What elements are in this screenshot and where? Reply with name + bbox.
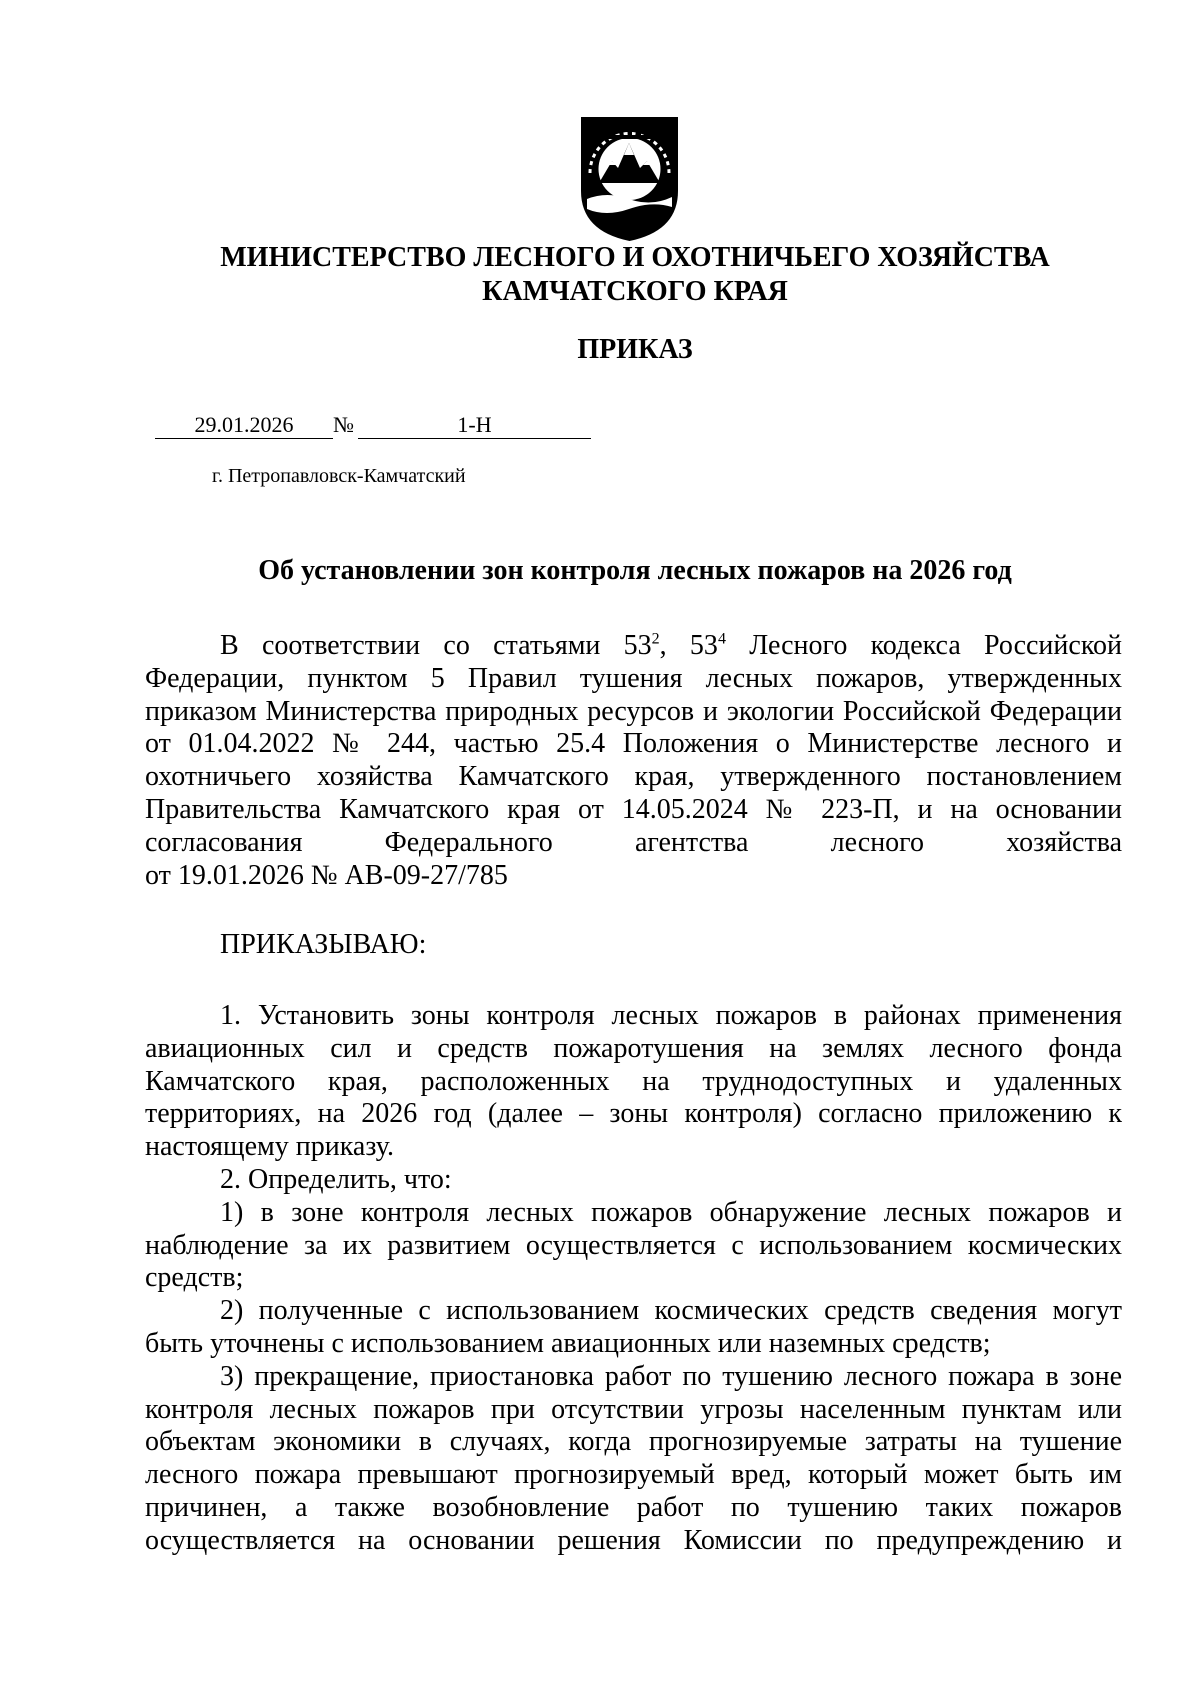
order-items: [145, 1000, 1122, 1558]
number-sign: №: [333, 412, 354, 437]
order-subitem-2: 2) полученные с использованием космических средств сведения могут быть уточнены с использованием авиационных или наземных средств;: [145, 1295, 1122, 1359]
order-item-1: 1. Установить зоны контроля лесных пожаров в районах применения авиационных сил и средств пожаротушения на землях лесного фонда Камчатского края, расположенных на труднодоступных и удаленных территориях, на 2026 год (далее – зоны контроля) согласно приложению к настоящему приказу.: [145, 1000, 1122, 1163]
registration-number: 1-Н: [358, 412, 591, 439]
order-subitem-1: 1) в зоне контроля лесных пожаров обнаружение лесных пожаров и наблюдение за их развитием осуществляется с использованием космических средств;: [145, 1196, 1122, 1294]
order-word-block: [145, 929, 1122, 962]
preamble: [145, 630, 1122, 892]
order-word: ПРИКАЗЫВАЮ:: [220, 929, 427, 960]
ministry-name-line2: КАМЧАТСКОГО КРАЯ: [482, 276, 788, 307]
kamchatka-coat-of-arms-icon: [577, 113, 682, 243]
order-subitem-3: 3) прекращение, приостановка работ по тушению лесного пожара в зоне контроля лесных пожаров при отсутствии угрозы населенным пунктам или объектам экономики в случаях, когда прогнозируемые затраты на тушение лесного пожара превышают прогнозируемый вред, который может быть им причинен, а также возобновление работ по тушению таких пожаров осуществляется на основании решения Комиссии по предупреждению и: [145, 1360, 1122, 1556]
ministry-name-line1: МИНИСТЕРСТВО ЛЕСНОГО И ОХОТНИЧЬЕГО ХОЗЯЙСТВА: [220, 242, 1050, 273]
registration-date: 29.01.2026: [155, 412, 333, 439]
preamble-paragraph: В соответствии со статьями $53^2$, $53^4$ Лесного кодекса Российской Федерации, пунктом 5 Правил тушения лесных пожаров, утвержденных приказом Министерства природных ресурсов и экологии Российской Федерации от 01.04.2022 № 244, частью 25.4 Положения о Министерстве лесного и охотничьего хозяйства Камчатского края, утвержденного постановлением Правительства Камчатского края от 14.05.2024 № 223-П, и на основании согласования Федерального агентства лесного хозяйства: [145, 630, 1122, 858]
preamble-last-line: от 19.01.2026 № АВ-09-27/785: [145, 859, 508, 891]
document-subject: Об установлении зон контроля лесных пожаров на 2026 год: [258, 555, 1012, 586]
order-item-2: 2. Определить, что:: [220, 1163, 452, 1195]
city-name: г. Петропавловск-Камчатский: [212, 465, 466, 487]
document-type: ПРИКАЗ: [577, 334, 693, 365]
